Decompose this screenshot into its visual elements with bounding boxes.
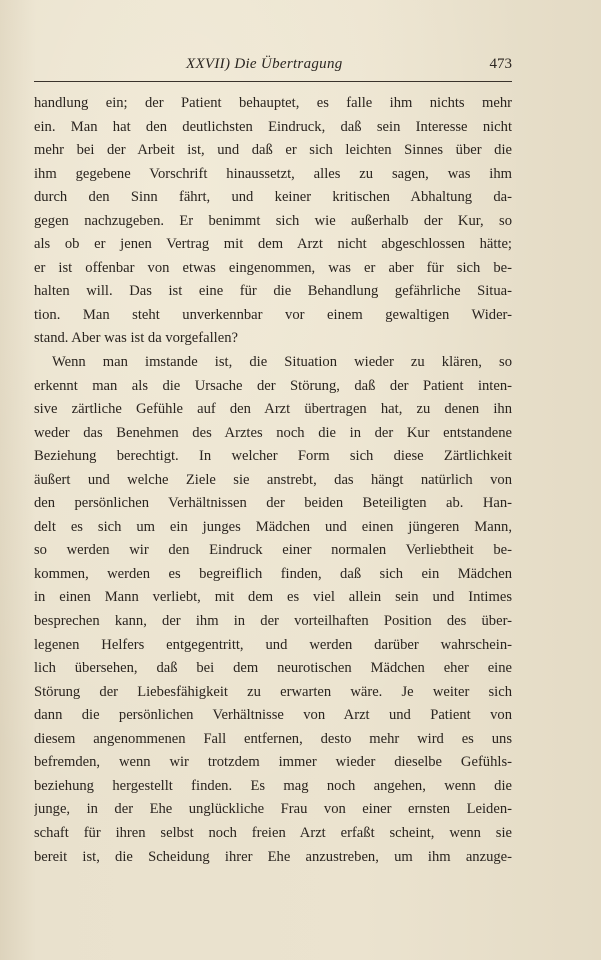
text-line: beziehung hergestellt finden. Es mag noch angehen, wenn die [34, 777, 512, 794]
running-title: XXVII) Die Übertragung [186, 56, 343, 72]
paragraph-start-line: Wenn man imstande ist, die Situation wieder zu klären, so [52, 354, 512, 371]
text-line: besprechen kann, der ihm in der vorteilhaften Position des über- [34, 613, 512, 630]
text-line: legenen Helfers entgegentritt, und werden darüber wahrschein- [34, 636, 512, 653]
text-line: delt es sich um ein junges Mädchen und einen jüngeren Mann, [34, 518, 512, 535]
text-line: den persönlichen Verhältnissen der beiden Beteiligten ab. Han- [34, 495, 512, 512]
page-header [34, 56, 512, 78]
text-line: äußert und welche Ziele sie anstrebt, das hängt natürlich von [34, 471, 512, 488]
text-line: gegen nachzugeben. Er benimmt sich wie außerhalb der Kur, so [34, 212, 512, 229]
text-line: schaft für ihren selbst noch freien Arzt erfaßt scheint, wenn sie [34, 824, 512, 841]
text-line: bereit ist, die Scheidung ihrer Ehe anzustreben, um ihm anzuge- [34, 848, 512, 865]
text-line: ihm gegebene Vorschrift hinaussetzt, alles zu sagen, was ihm [34, 165, 512, 182]
text-line: junge, in der Ehe unglückliche Frau von einer ernsten Leiden- [34, 801, 512, 818]
text-line: erkennt man als die Ursache der Störung, daß der Patient inten- [34, 377, 512, 394]
text-line: mehr bei der Arbeit ist, und daß er sich leichten Sinnes über die [34, 142, 512, 159]
text-line: Störung der Liebesfähigkeit zu erwarten wäre. Je weiter sich [34, 683, 512, 700]
text-line: lich übersehen, daß bei dem neurotischen Mädchen eher eine [34, 660, 512, 677]
text-line: so werden wir den Eindruck einer normalen Verliebtheit be- [34, 542, 512, 559]
text-line: weder das Benehmen des Arztes noch die in der Kur entstandene [34, 424, 512, 441]
text-line: in einen Mann verliebt, mit dem es viel allein sein und Intimes [34, 589, 512, 606]
text-line: halten will. Das ist eine für die Behandlung gefährliche Situa- [34, 283, 512, 300]
text-line: kommen, werden es begreiflich finden, daß sich ein Mädchen [34, 565, 512, 582]
text-line: ein. Man hat den deutlichsten Eindruck, daß sein Interesse nicht [34, 118, 512, 135]
page-number: 473 [489, 56, 512, 72]
text-line: befremden, wenn wir trotzdem immer wieder dieselbe Gefühls- [34, 754, 512, 771]
text-line: durch den Sinn fährt, und keiner kritischen Abhaltung da- [34, 189, 512, 206]
text-line: dann die persönlichen Verhältnisse von Arzt und Patient von [34, 707, 512, 724]
paragraph-end-line: stand. Aber was ist da vorgefallen? [34, 330, 238, 347]
body-text [34, 92, 512, 869]
text-line: Beziehung berechtigt. In welcher Form sich diese Zärtlichkeit [34, 448, 512, 465]
text-line: tion. Man steht unverkennbar vor einem gewaltigen Wider- [34, 306, 512, 323]
header-rule [34, 81, 512, 82]
text-line: diesem angenommenen Fall entfernen, desto mehr wird es uns [34, 730, 512, 747]
text-line: handlung ein; der Patient behauptet, es falle ihm nichts mehr [34, 95, 512, 111]
text-line: er ist offenbar von etwas eingenommen, was er aber für sich be- [34, 259, 512, 276]
text-line: sive zärtliche Gefühle auf den Arzt übertragen hat, zu denen ihn [34, 401, 512, 418]
text-line: als ob er jenen Vertrag mit dem Arzt nicht abgeschlossen hätte; [34, 236, 512, 253]
